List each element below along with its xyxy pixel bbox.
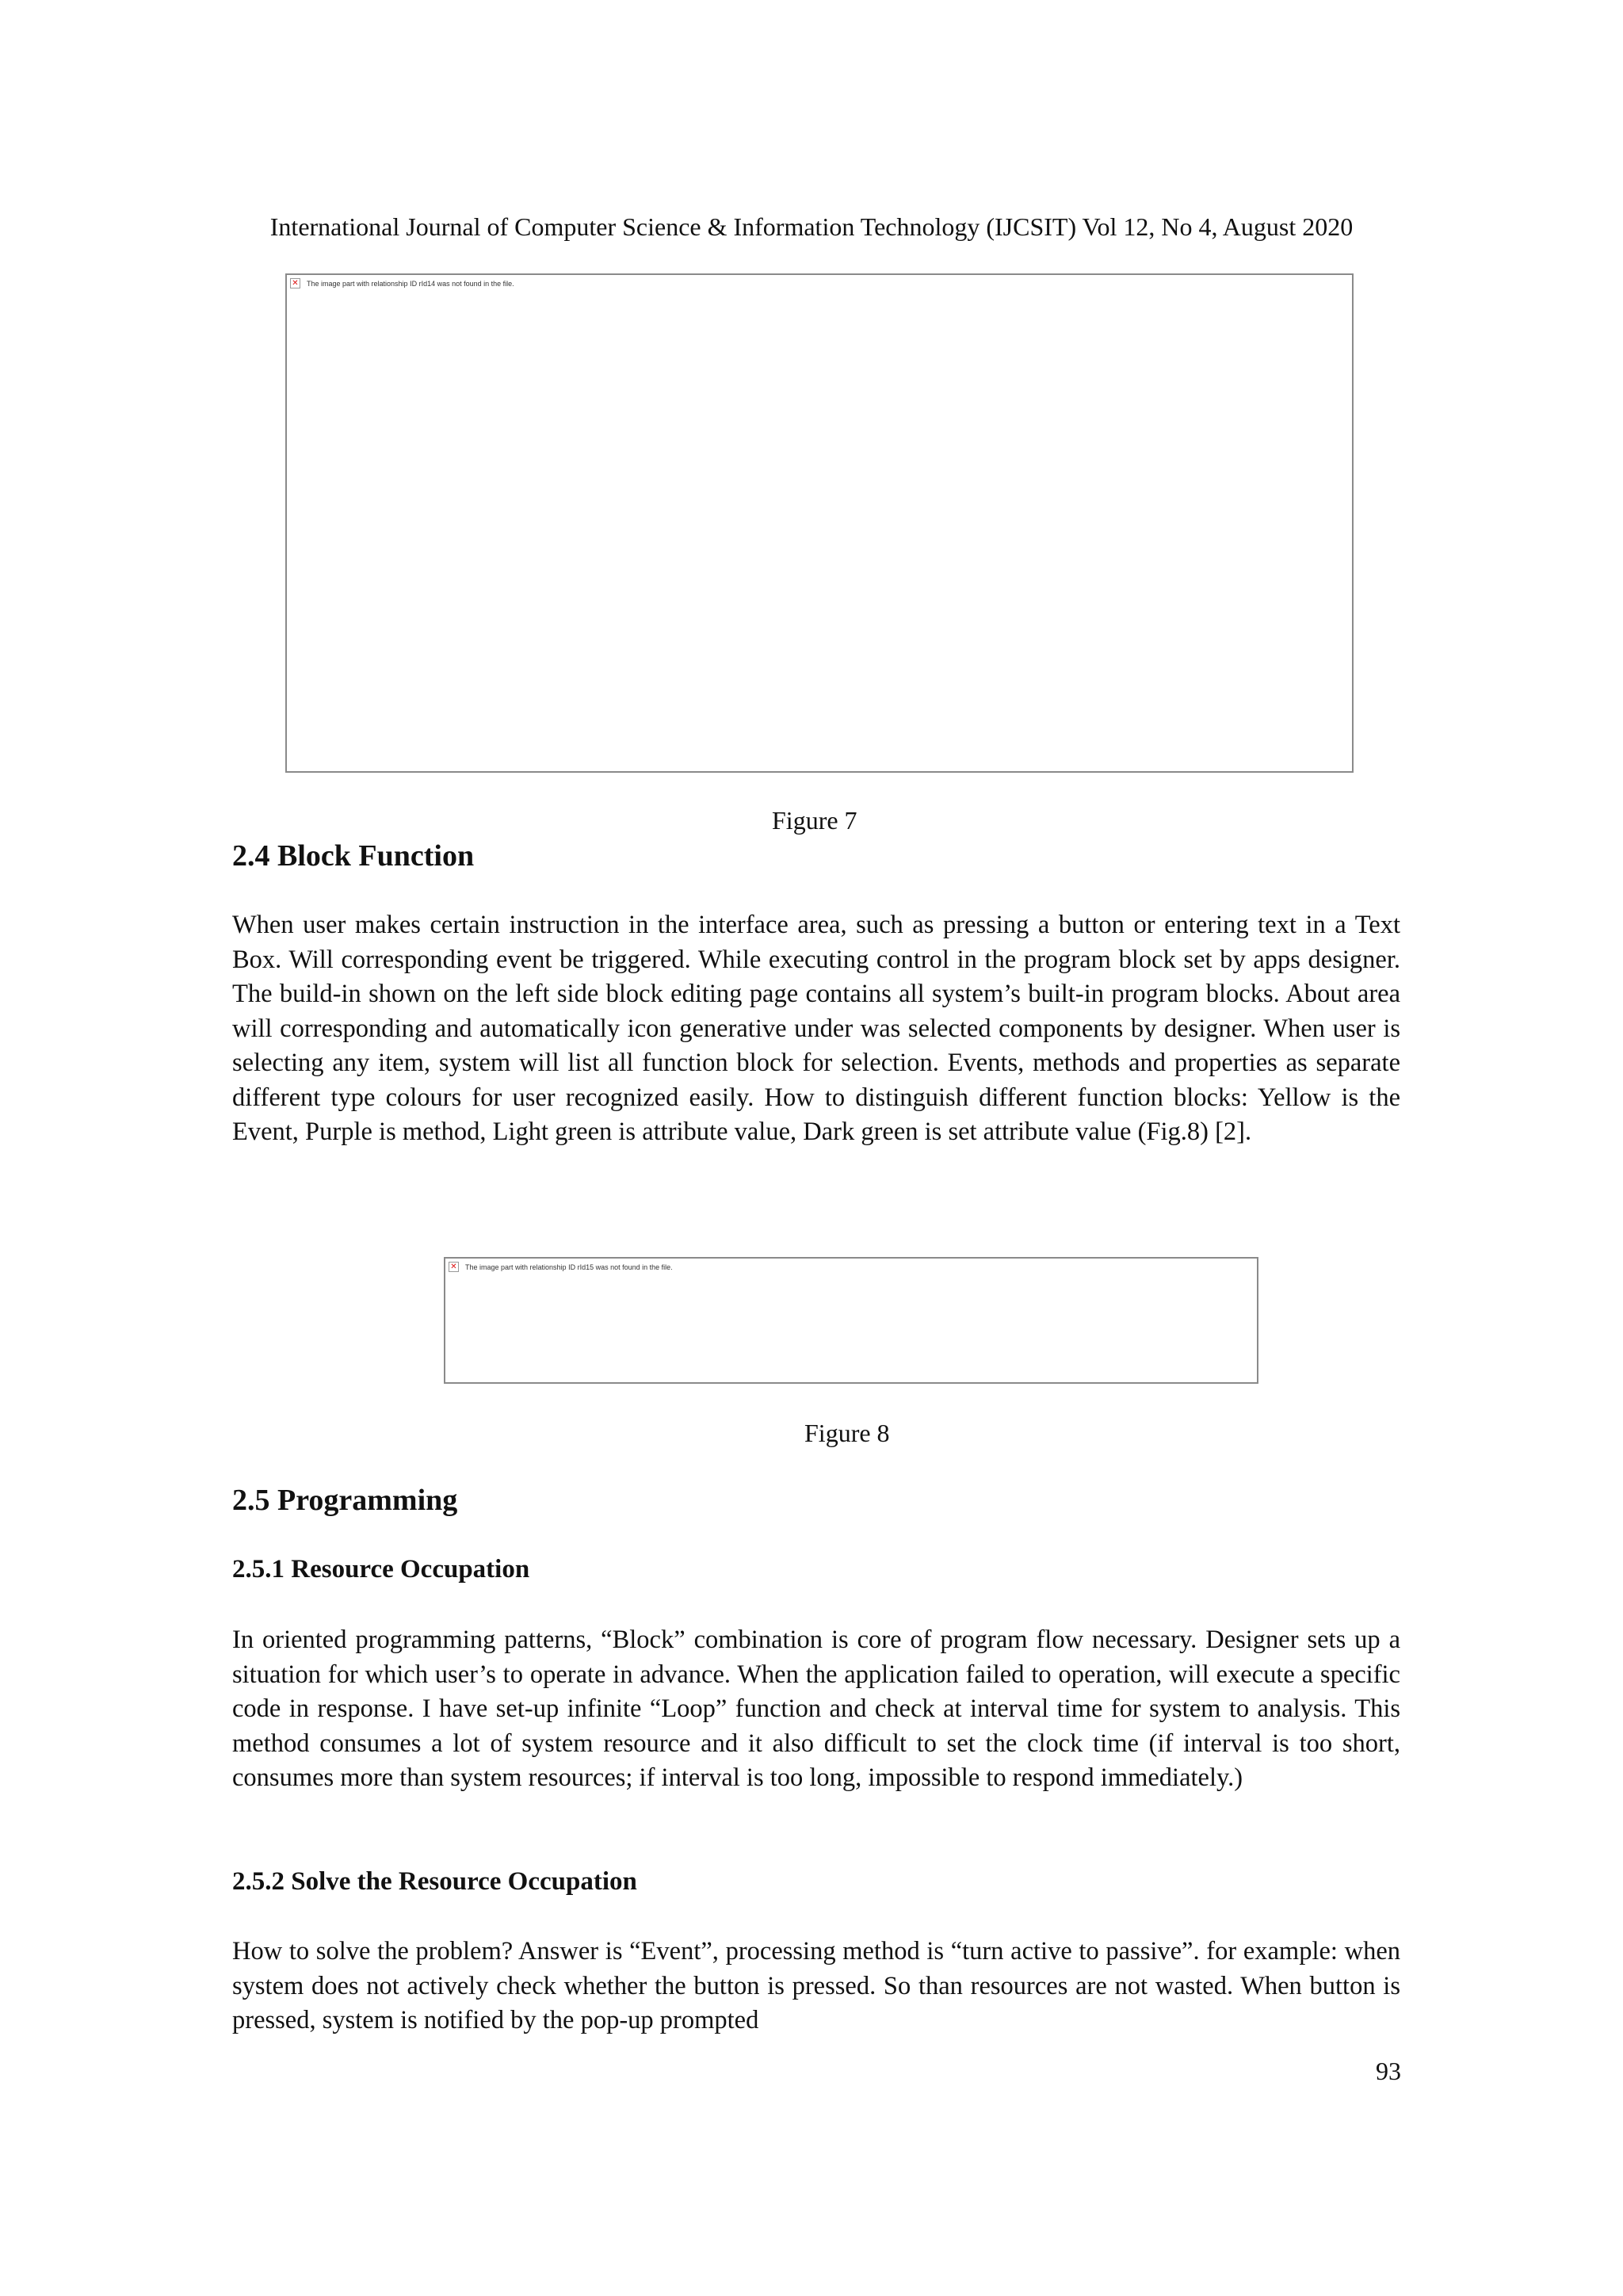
figure-7-placeholder — [285, 273, 1354, 773]
broken-image-text: The image part with relationship ID rId14 was not found in the file. — [307, 279, 514, 288]
figure-8-placeholder — [444, 1257, 1258, 1384]
broken-image-notice — [290, 278, 514, 288]
subsection-heading-resource-occupation: 2.5.1 Resource Occupation — [232, 1555, 530, 1584]
figure-8-caption: Figure 8 — [804, 1419, 890, 1447]
subsection-heading-solve-resource: 2.5.2 Solve the Resource Occupation — [232, 1867, 637, 1896]
broken-image-icon: ✕ — [449, 1262, 459, 1272]
broken-image-notice — [449, 1262, 673, 1272]
paragraph-resource-occupation: In oriented programming patterns, “Block” combination is core of program flow necessary. Designer sets up a situation for which user’s to operate in advance. When the application failed to operation, will execute a specific code in response. I have set-up infinite “Loop” function and check at interval time for system to analysis. This method consumes a lot of system resource and it also difficult to set the clock time (if interval is too short, consumes more than system resources; if interval is too long, impossible to respond immediately.) — [232, 1626, 1400, 1792]
section-heading-block-function: 2.4 Block Function — [232, 839, 475, 873]
paragraph-solve-resource: How to solve the problem? Answer is “Event”, processing method is “turn active to passive”. for example: when system does not actively check whether the button is pressed. So than resources are not wasted. When button is pressed, system is notified by the pop-up prompted — [232, 1937, 1400, 2034]
section-heading-programming: 2.5 Programming — [232, 1484, 458, 1517]
paragraph-block-function: When user makes certain instruction in the interface area, such as pressing a button or entering text in a Text Box. Will corresponding event be triggered. While executing control in the program block set by apps designer. The build-in shown on the left side block editing page contains all system’s built-in program blocks. About area will corresponding and automatically icon generative under was selected components by designer. When user is selecting any item, system will list all function block for selection. Events, methods and properties as separate different type colours for user recognized easily. How to distinguish different function blocks: Yellow is the Event, Purple is method, Light green is attribute value, Dark green is set attribute value (Fig.8) [2]. — [232, 911, 1400, 1146]
page-number: 93 — [1376, 2057, 1401, 2085]
broken-image-text: The image part with relationship ID rId15 was not found in the file. — [465, 1263, 673, 1271]
broken-image-icon: ✕ — [290, 278, 300, 288]
running-header: International Journal of Computer Science & Information Technology (IJCSIT) Vol 12, No 4, August 2020 — [269, 212, 1354, 241]
figure-7-caption: Figure 7 — [772, 806, 857, 835]
